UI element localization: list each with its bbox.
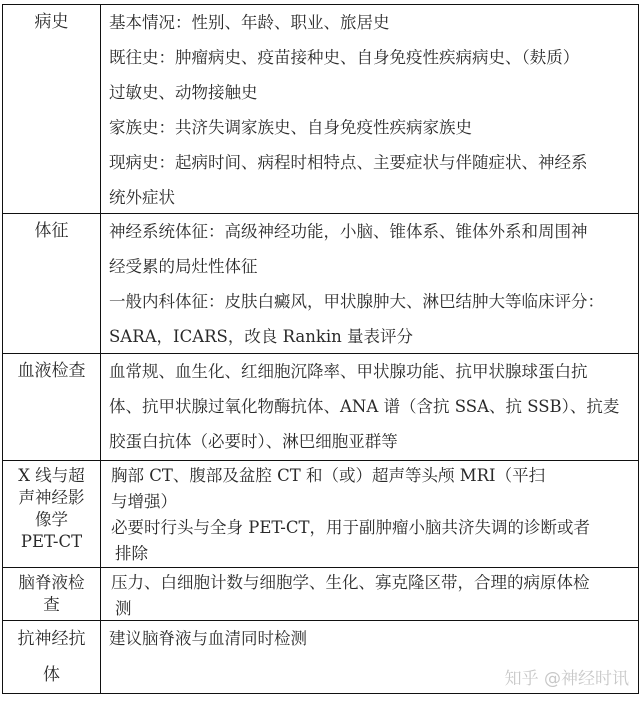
table-row-csf (3, 568, 638, 621)
table-row-blood-tests (3, 354, 638, 461)
content-line: 经受累的局灶性体征 (109, 257, 258, 276)
content-line: 过敏史、动物接触史 (109, 83, 258, 102)
content-line: 胸部 CT、腹部及盆腔 CT 和（或）超声等头颅 MRI（平扫 (111, 466, 546, 485)
label-line: 血液检查 (17, 361, 86, 381)
label-line: 病史 (34, 12, 69, 32)
label-line: 声神经影 (18, 488, 85, 507)
content-line: 既往史：肿瘤病史、疫苗接种史、自身免疫性疾病病史、（麸质） (109, 48, 580, 67)
row-content (101, 461, 638, 567)
row-content (101, 5, 638, 213)
content-line: 一般内科体征：皮肤白癜风，甲状腺肿大、淋巴结肿大等临床评分： (109, 292, 604, 311)
content-line: SARA，ICARS，改良 Rankin 量表评分 (109, 327, 414, 346)
row-label (3, 5, 101, 213)
table-row-signs (3, 214, 638, 354)
content-line: 建议脑脊液与血清同时检测 (109, 629, 307, 648)
content-line: 必要时行头与全身 PET-CT，用于副肿瘤小脑共济失调的诊断或者 (111, 518, 590, 537)
watermark: 知乎 @神经时讯 (504, 669, 629, 689)
label-line: 查 (43, 595, 60, 614)
label-line: 脑脊液检 (18, 573, 85, 592)
row-content (101, 214, 638, 353)
row-label (3, 621, 101, 693)
content-line: 压力、白细胞计数与细胞学、生化、寡克隆区带，合理的病原体检 (111, 573, 590, 592)
content-line: 测 (115, 599, 132, 618)
content-line: 胶蛋白抗体（必要时）、淋巴细胞亚群等 (109, 432, 398, 451)
content-line: 统外症状 (109, 188, 175, 207)
table-row-history (3, 5, 638, 214)
content-line: 家族史：共济失调家族史、自身免疫性疾病家族史 (109, 118, 472, 137)
label-line: 像学 (35, 510, 68, 529)
row-content (101, 354, 638, 460)
table-row-imaging (3, 461, 638, 568)
content-line: 排除 (115, 544, 148, 563)
content-line: 神经系统体征：高级神经功能，小脑、锥体系、锥体外系和周围神 (109, 222, 588, 241)
label-line: 抗神经抗 (17, 629, 86, 649)
row-label (3, 354, 101, 460)
row-label (3, 214, 101, 353)
content-line: 与增强） (111, 492, 177, 511)
row-content (101, 568, 638, 620)
row-label (3, 568, 101, 620)
content-line: 体、抗甲状腺过氧化物酶抗体、ANA 谱（含抗 SSA、抗 SSB）、抗麦 (109, 397, 620, 416)
content-line: 现病史：起病时间、病程时相特点、主要症状与伴随症状、神经系 (109, 153, 588, 172)
label-line: 体征 (34, 221, 69, 241)
label-line: PET-CT (20, 532, 83, 551)
row-label (3, 461, 101, 567)
content-line: 基本情况：性别、年龄、职业、旅居史 (109, 13, 390, 32)
label-line: X 线与超 (18, 466, 85, 485)
content-line: 血常规、血生化、红细胞沉降率、甲状腺功能、抗甲状腺球蛋白抗 (109, 362, 588, 381)
label-line: 体 (43, 665, 60, 685)
clinical-evaluation-table (2, 4, 639, 694)
